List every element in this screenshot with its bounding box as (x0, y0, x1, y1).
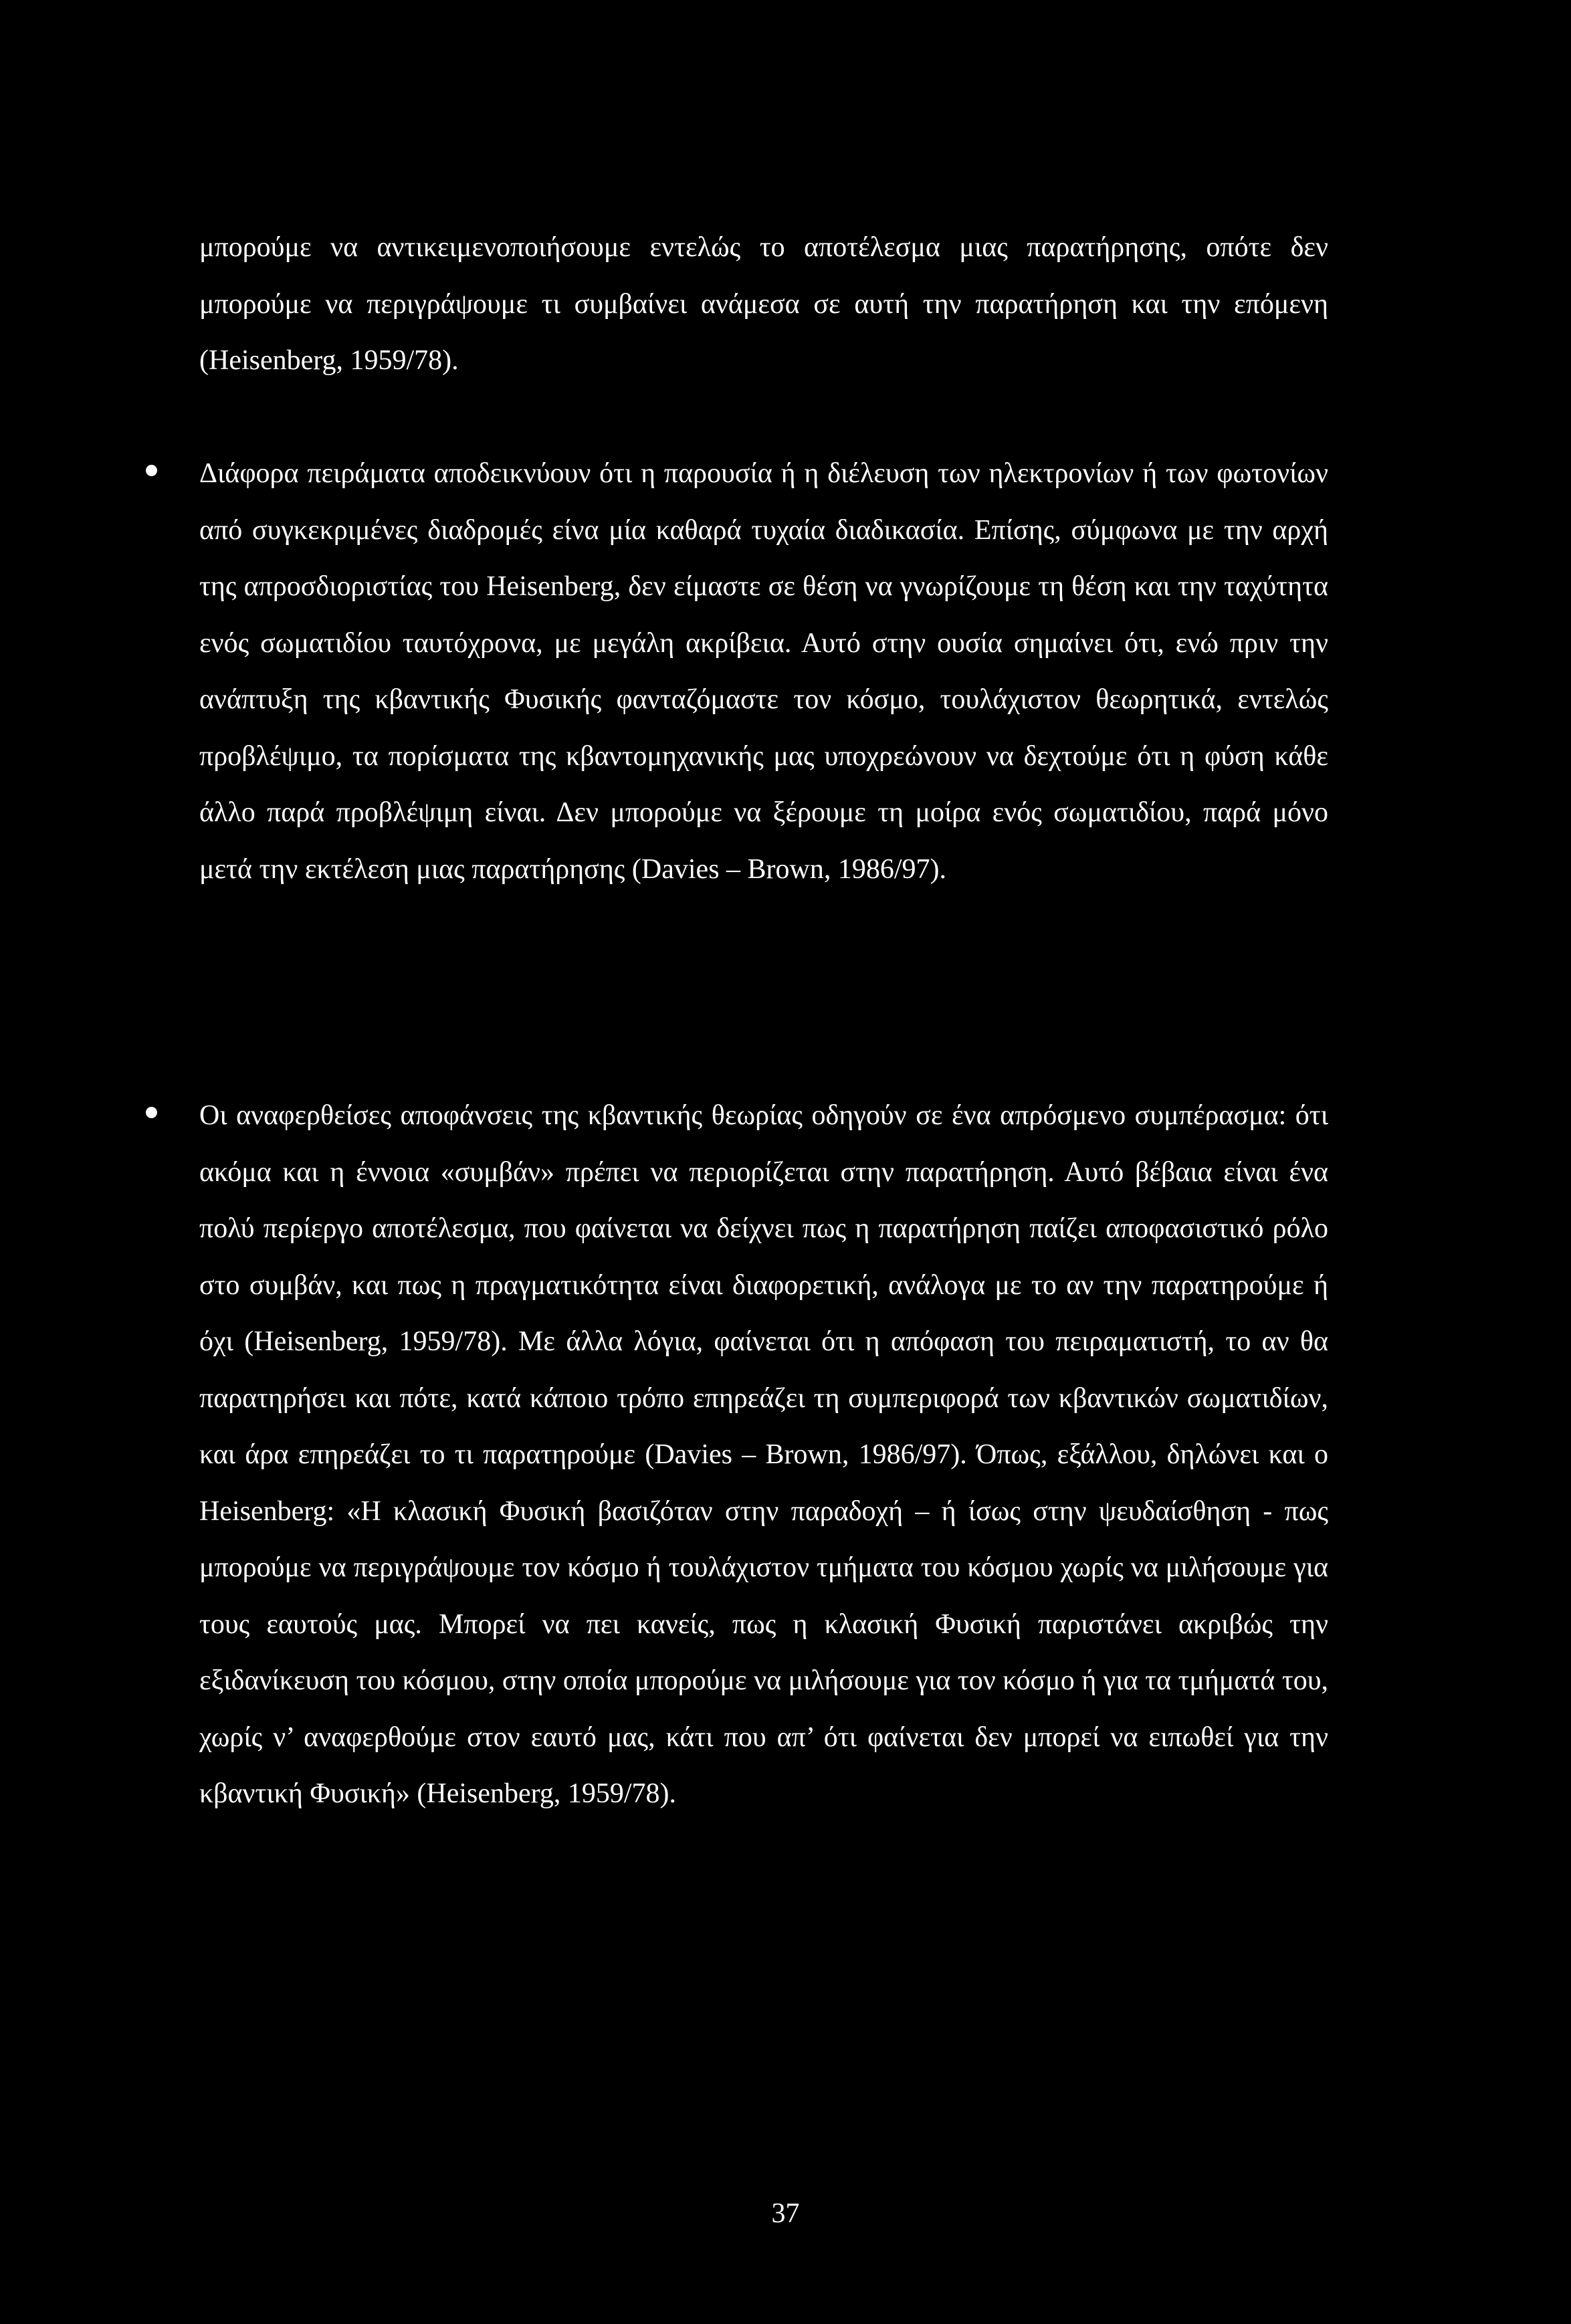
bullet-text: Οι αναφερθείσες αποφάνσεις της κβαντικής θεωρίας οδηγούν σε ένα απρόσμενο συμπέρασμα: ότι ακόμα και η έννοια «συμβάν» πρέπει να περιορίζεται στην παρατήρηση. Αυτό βέβαια είναι ένα πολύ περίεργο αποτέλεσμα, που φαίνεται να δείχνει πως η παρατήρηση παίζει αποφασιστικό ρόλο στο συμβάν, και πως η πραγματικότητα είναι διαφορετική, ανάλογα με το αν την παρατηρούμε ή όχι (Heisenberg, 1959/78). Με άλλα λόγια, φαίνεται ότι η απόφαση του πειραματιστή, το αν θα παρατηρήσει και πότε, κατά κάποιο τρόπο επηρεάζει τη συμπεριφορά των κβαντικών σωματιδίων, και άρα επηρεάζει το τι παρατηρούμε (Davies – Brown, 1986/97). Όπως, εξάλλου, δηλώνει και ο Heisenberg: «Η κλασική Φυσική βασιζόταν στην παραδοχή – ή ίσως στην ψευδαίσθηση - πως μπορούμε να περιγράψουμε τον κόσμο ή τουλάχιστον τμήματα του κόσμου χωρίς να μιλήσουμε για τους εαυτούς μας. Μπορεί να πει κανείς, πως η κλασική Φυσική παριστάνει ακριβώς την εξιδανίκευση του κόσμου, στην οποία μπορούμε να μιλήσουμε για τον κόσμο ή για τα τμήματά του, χωρίς ν’ αναφερθούμε στον εαυτό μας, κάτι που απ’ ότι φαίνεται δεν μπορεί να ειπωθεί για την κβαντική Φυσική» (Heisenberg, 1959/78). (199, 1100, 1328, 1809)
list-item (146, 1087, 1328, 1822)
page-number: 37 (771, 2198, 800, 2229)
bullet-text: Διάφορα πειράματα αποδεικνύουν ότι η παρουσία ή η διέλευση των ηλεκτρονίων ή των φωτονίων από συγκεκριμένες διαδρομές είνα μία καθαρά τυχαία διαδικασία. Επίσης, σύμφωνα με την αρχή της απροσδιοριστίας του Heisenberg, δεν είμαστε σε θέση να γνωρίζουμε τη θέση και την ταχύτητα ενός σωματιδίου ταυτόχρονα, με μεγάλη ακρίβεια. Αυτό στην ουσία σημαίνει ότι, ενώ πριν την ανάπτυξη της κβαντικής Φυσικής φανταζόμαστε τον κόσμο, τουλάχιστον θεωρητικά, εντελώς προβλέψιμο, τα πορίσματα της κβαντομηχανικής μας υποχρεώνουν να δεχτούμε ότι η φύση κάθε άλλο παρά προβλέψιμη είναι. Δεν μπορούμε να ξέρουμε τη μοίρα ενός σωματιδίου, παρά μόνο μετά την εκτέλεση μιας παρατήρησης (Davies – Brown, 1986/97). (199, 458, 1328, 885)
bullet-icon (146, 465, 157, 476)
bullet-icon (146, 1107, 157, 1118)
intro-paragraph: μπορούμε να αντικειμενοποιήσουμε εντελώς το αποτέλεσμα μιας παρατήρησης, οπότε δεν μπορούμε να περιγράψουμε τι συμβαίνει ανάμεσα σε αυτή την παρατήρηση και την επόμενη (Heisenberg, 1959/78). (199, 232, 1328, 376)
list-item (146, 445, 1328, 897)
